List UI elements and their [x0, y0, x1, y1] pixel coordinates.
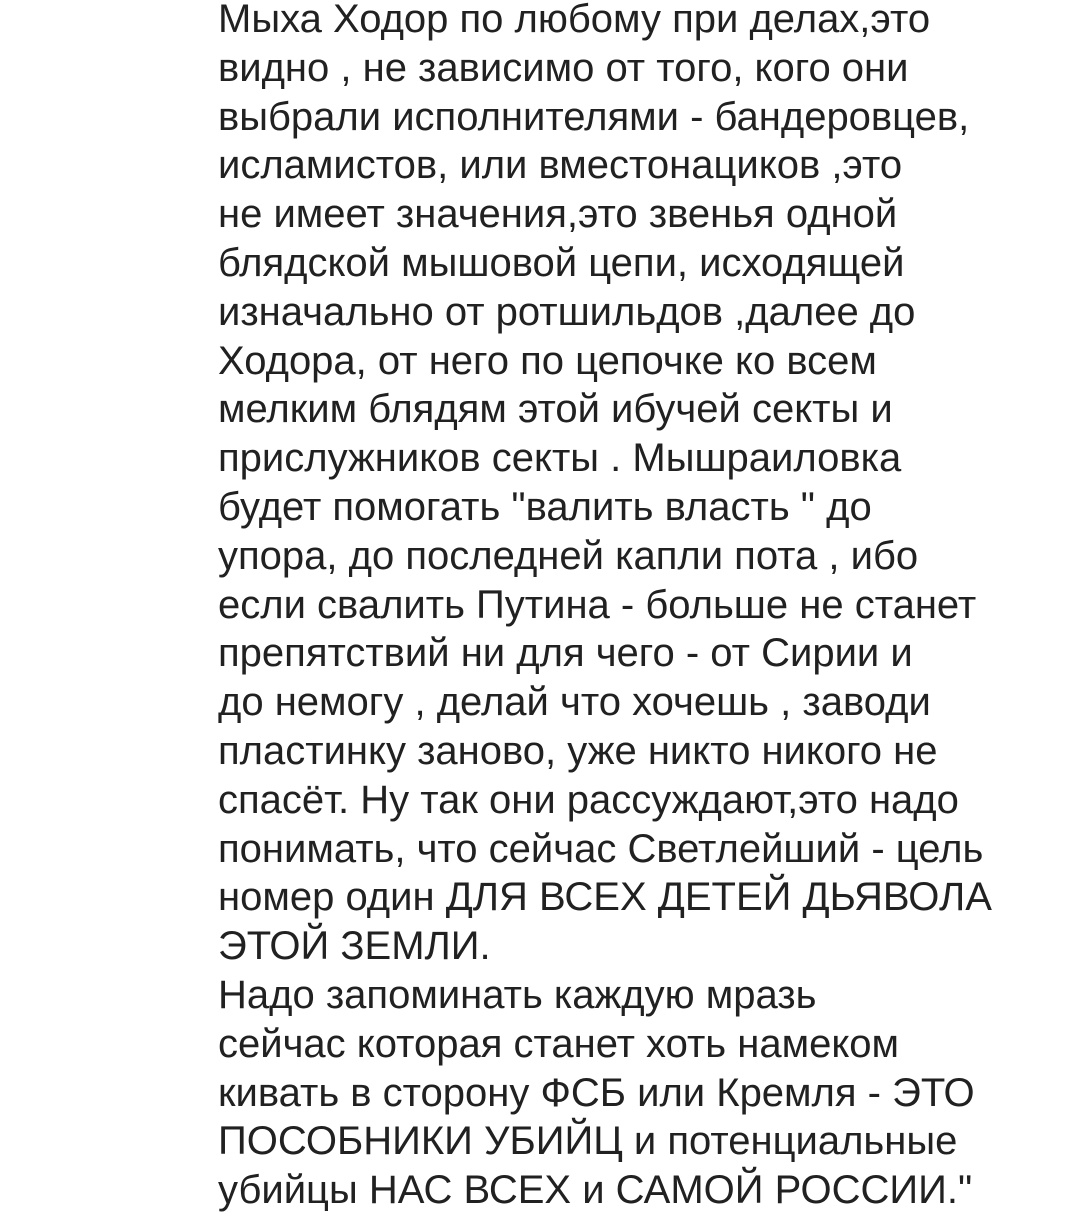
comment-line-10: прислужников секты . Мышраиловка: [218, 436, 902, 481]
comment-line-24: ПОСОБНИКИ УБИЙЦ и потенциальные: [218, 1119, 958, 1164]
comment-line-16: пластинку заново, уже никто никого не: [218, 728, 938, 773]
comment-line-12: упора, до последней капли пота , ибо: [218, 533, 919, 578]
comment-line-25: убийцы НАС ВСЕХ и САМОЙ РОССИИ.": [218, 1168, 973, 1213]
comment-line-2: видно , не зависимо от того, кого они: [218, 45, 909, 90]
comment-line-9: мелким блядям этой ибучей секты и: [218, 387, 893, 432]
comment-line-21: Надо запоминать каждую мразь: [218, 972, 817, 1017]
comment-line-3: выбрали исполнителями - бандеровцев,: [218, 94, 970, 139]
comment-line-20: ЭТОЙ ЗЕМЛИ.: [218, 924, 491, 969]
comment-line-14: препятствий ни для чего - от Сирии и: [218, 631, 913, 676]
comment-line-8: Ходора, от него по цепочке ко всем: [218, 338, 877, 383]
comment-line-23: кивать в сторону ФСБ или Кремля - ЭТО: [218, 1070, 975, 1115]
comment-line-4: исламистов, или вместонациков ,это: [218, 143, 903, 188]
comment-line-22: сейчас которая станет хоть намеком: [218, 1021, 900, 1066]
comment-line-6: блядской мышовой цепи, исходящей: [218, 240, 905, 285]
comment-line-5: не имеет значения,это звенья одной: [218, 192, 898, 237]
comment-line-11: будет помогать "валить власть " до: [218, 484, 872, 529]
comment-line-13: если свалить Путина - больше не станет: [218, 582, 977, 627]
comment-line-15: до немогу , делай что хочешь , заводи: [218, 680, 931, 725]
comment-line-17: спасёт. Ну так они рассуждают,это надо: [218, 777, 959, 822]
comment-line-19: номер один ДЛЯ ВСЕХ ДЕТЕЙ ДЬЯВОЛА: [218, 875, 992, 920]
comment-line-18: понимать, что сейчас Светлейший - цель: [218, 826, 984, 871]
comment-line-1: Мыха Ходор по любому при делах,это: [218, 0, 931, 41]
comment-text: [218, 0, 1058, 1215]
comment-line-7: изначально от ротшильдов ,далее до: [218, 289, 916, 334]
